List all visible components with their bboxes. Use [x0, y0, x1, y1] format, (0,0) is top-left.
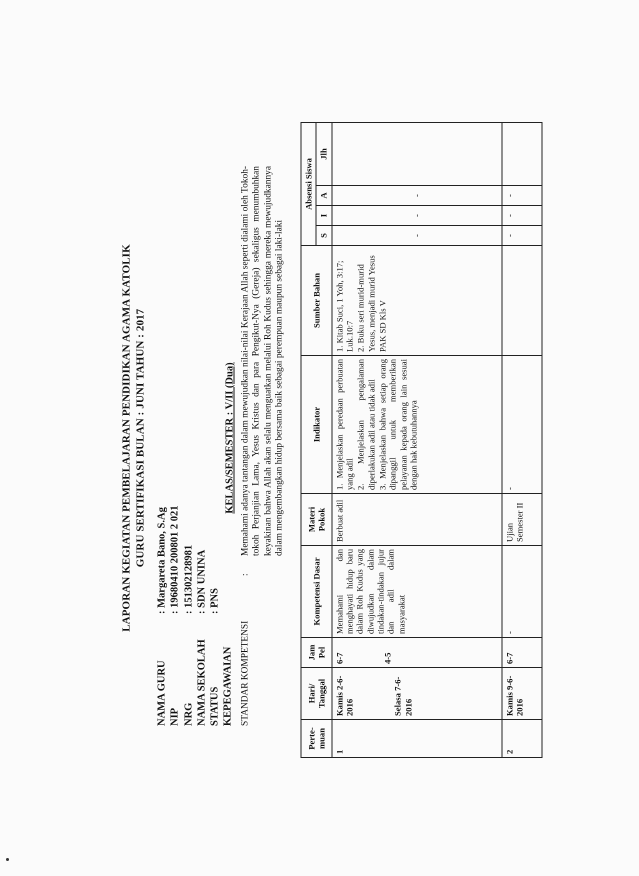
- cell-i: -: [501, 206, 541, 226]
- standar-label: STANDAR KOMPETENSI: [240, 620, 250, 726]
- info-value: : 151302128981: [182, 544, 194, 614]
- header-a: A: [316, 186, 331, 206]
- cell-a: -: [501, 186, 541, 206]
- cell-i: -: [331, 206, 501, 226]
- info-value: : 19680410 200801 2 021: [169, 505, 181, 614]
- info-value: : Margareta Bano, S.Ag: [156, 507, 167, 614]
- indikator-item: 2. Menjelaskan pengalaman diperlakukan adil atau tidak adil: [355, 359, 376, 490]
- info-label: NRG: [182, 702, 194, 726]
- cell-jam-pel: 6-7: [501, 638, 541, 668]
- info-label: NIP: [169, 707, 181, 726]
- sumber-item: 1. Kitab Suci, 1 Yoh, 3:17; Luk.10:7: [333, 260, 354, 352]
- cell-indikator: -: [501, 356, 541, 494]
- scan-speck: [6, 858, 9, 861]
- info-label: STATUS KEPEGAWAIAN: [209, 646, 233, 726]
- cell-sumber-bahan: [331, 246, 501, 356]
- indikator-item: 1. Menjelaskan peredaan perbuatan yang adil: [333, 359, 354, 490]
- report-subtitle: GURU SERTIFIKASI BULAN : JUNI TAHUN : 2017: [134, 308, 146, 568]
- header-pertemuan: Perte-muan: [301, 720, 332, 758]
- cell-hari-tanggal: [331, 668, 501, 720]
- table-header-row: [301, 122, 316, 757]
- info-label: NAMA SEKOLAH: [195, 639, 207, 726]
- cell-jlh: [501, 122, 541, 185]
- cell-s: -: [331, 226, 501, 246]
- cell-materi-pokok: Berbuat adil: [331, 494, 501, 546]
- info-row-nrg: [183, 506, 196, 727]
- jam-2: 4-5: [381, 652, 392, 664]
- table-row: [331, 122, 501, 757]
- info-row-status: [209, 506, 233, 727]
- header-i: I: [316, 206, 331, 226]
- cell-hari-tanggal: Kamis 9-6-2016: [501, 668, 541, 720]
- cell-materi-pokok: Ujian Semester II: [501, 494, 541, 546]
- header-jlh: Jlh: [316, 122, 331, 185]
- table-row: [501, 122, 541, 757]
- standar-colon: :: [240, 573, 250, 576]
- jam-1: 6-7: [333, 652, 344, 664]
- cell-a: -: [331, 186, 501, 206]
- info-label: NAMA GURU: [156, 660, 167, 726]
- header-indikator: Indikator: [301, 356, 332, 494]
- info-value: : PNS: [209, 588, 221, 614]
- cell-jam-pel: [331, 638, 501, 668]
- cell-pertemuan: 1: [331, 720, 501, 758]
- cell-s: -: [501, 226, 541, 246]
- standar-text: Memahami adanya tantangan dalam mewujudkan nilai-nilai Kerajaan Allah seperti dialami oleh Tokoh-tokoh Perjanjian Lama, Yesus Kristus dan para Pengikut-Nya (Gereja) sekaligus menumbuhkan keyakinan bahwa Allah akan selalu menguatkan melalui Roh Kudus sehingga mereka mewujudkannya dalam mengembangkan hidup bersama baik sebagai perempuan maupun sebagai laki-laki: [240, 166, 285, 556]
- info-row-nip: [169, 506, 182, 727]
- header-absensi: Absensi Siswa: [301, 122, 316, 245]
- report-title: LAPORAN KEGIATAN PEMBELAJARAN PENDIDIKAN AGAMA KATOLIK: [120, 244, 132, 632]
- header-kompetensi-dasar: Kompetensi Dasar: [301, 546, 332, 638]
- info-row-nama-guru: [156, 506, 169, 727]
- header-jam-pel: Jam Pel: [301, 638, 332, 668]
- hari-1: Kamis 2-6-2016: [333, 675, 354, 716]
- cell-kompetensi-dasar: Memahami dan menghayati hidup baru dalam Roh Kudus yang diwujudkan dalam tindakan-tindakan jujur dan adil dalam masyarakat: [331, 546, 501, 638]
- cell-sumber-bahan: [501, 246, 541, 356]
- header-materi-pokok: Materi Pokok: [301, 494, 332, 546]
- info-value: : SDN UNINA: [195, 549, 207, 614]
- cell-indikator: [331, 356, 501, 494]
- hari-2: Selasa 7-6-2016: [392, 676, 413, 716]
- sumber-item: 2. Buku seri murid-murid Yesus, menjadi murid Yesus: [355, 255, 376, 352]
- indikator-item: 3. Menjelaskan bahwa setiap orang dipanggil untuk memberikan pelayanan kepada orang lain sesuai dengan hak kebutuhannya: [376, 359, 418, 490]
- cell-pertemuan: 2: [501, 720, 541, 758]
- activity-table: [300, 122, 542, 758]
- header-hari-tanggal: Hari/ Tanggal: [301, 668, 332, 720]
- sumber-item: PAK SD Kls V: [376, 300, 387, 352]
- header-sumber-bahan: Sumber Bahan: [301, 246, 332, 356]
- cell-jlh: [331, 122, 501, 185]
- teacher-info: [156, 505, 233, 727]
- header-s: S: [316, 226, 331, 246]
- info-row-nama-sekolah: [196, 506, 209, 727]
- kelas-semester-heading: KELAS/SEMESTER : V/II (Dua): [224, 362, 235, 514]
- cell-kompetensi-dasar: -: [501, 546, 541, 638]
